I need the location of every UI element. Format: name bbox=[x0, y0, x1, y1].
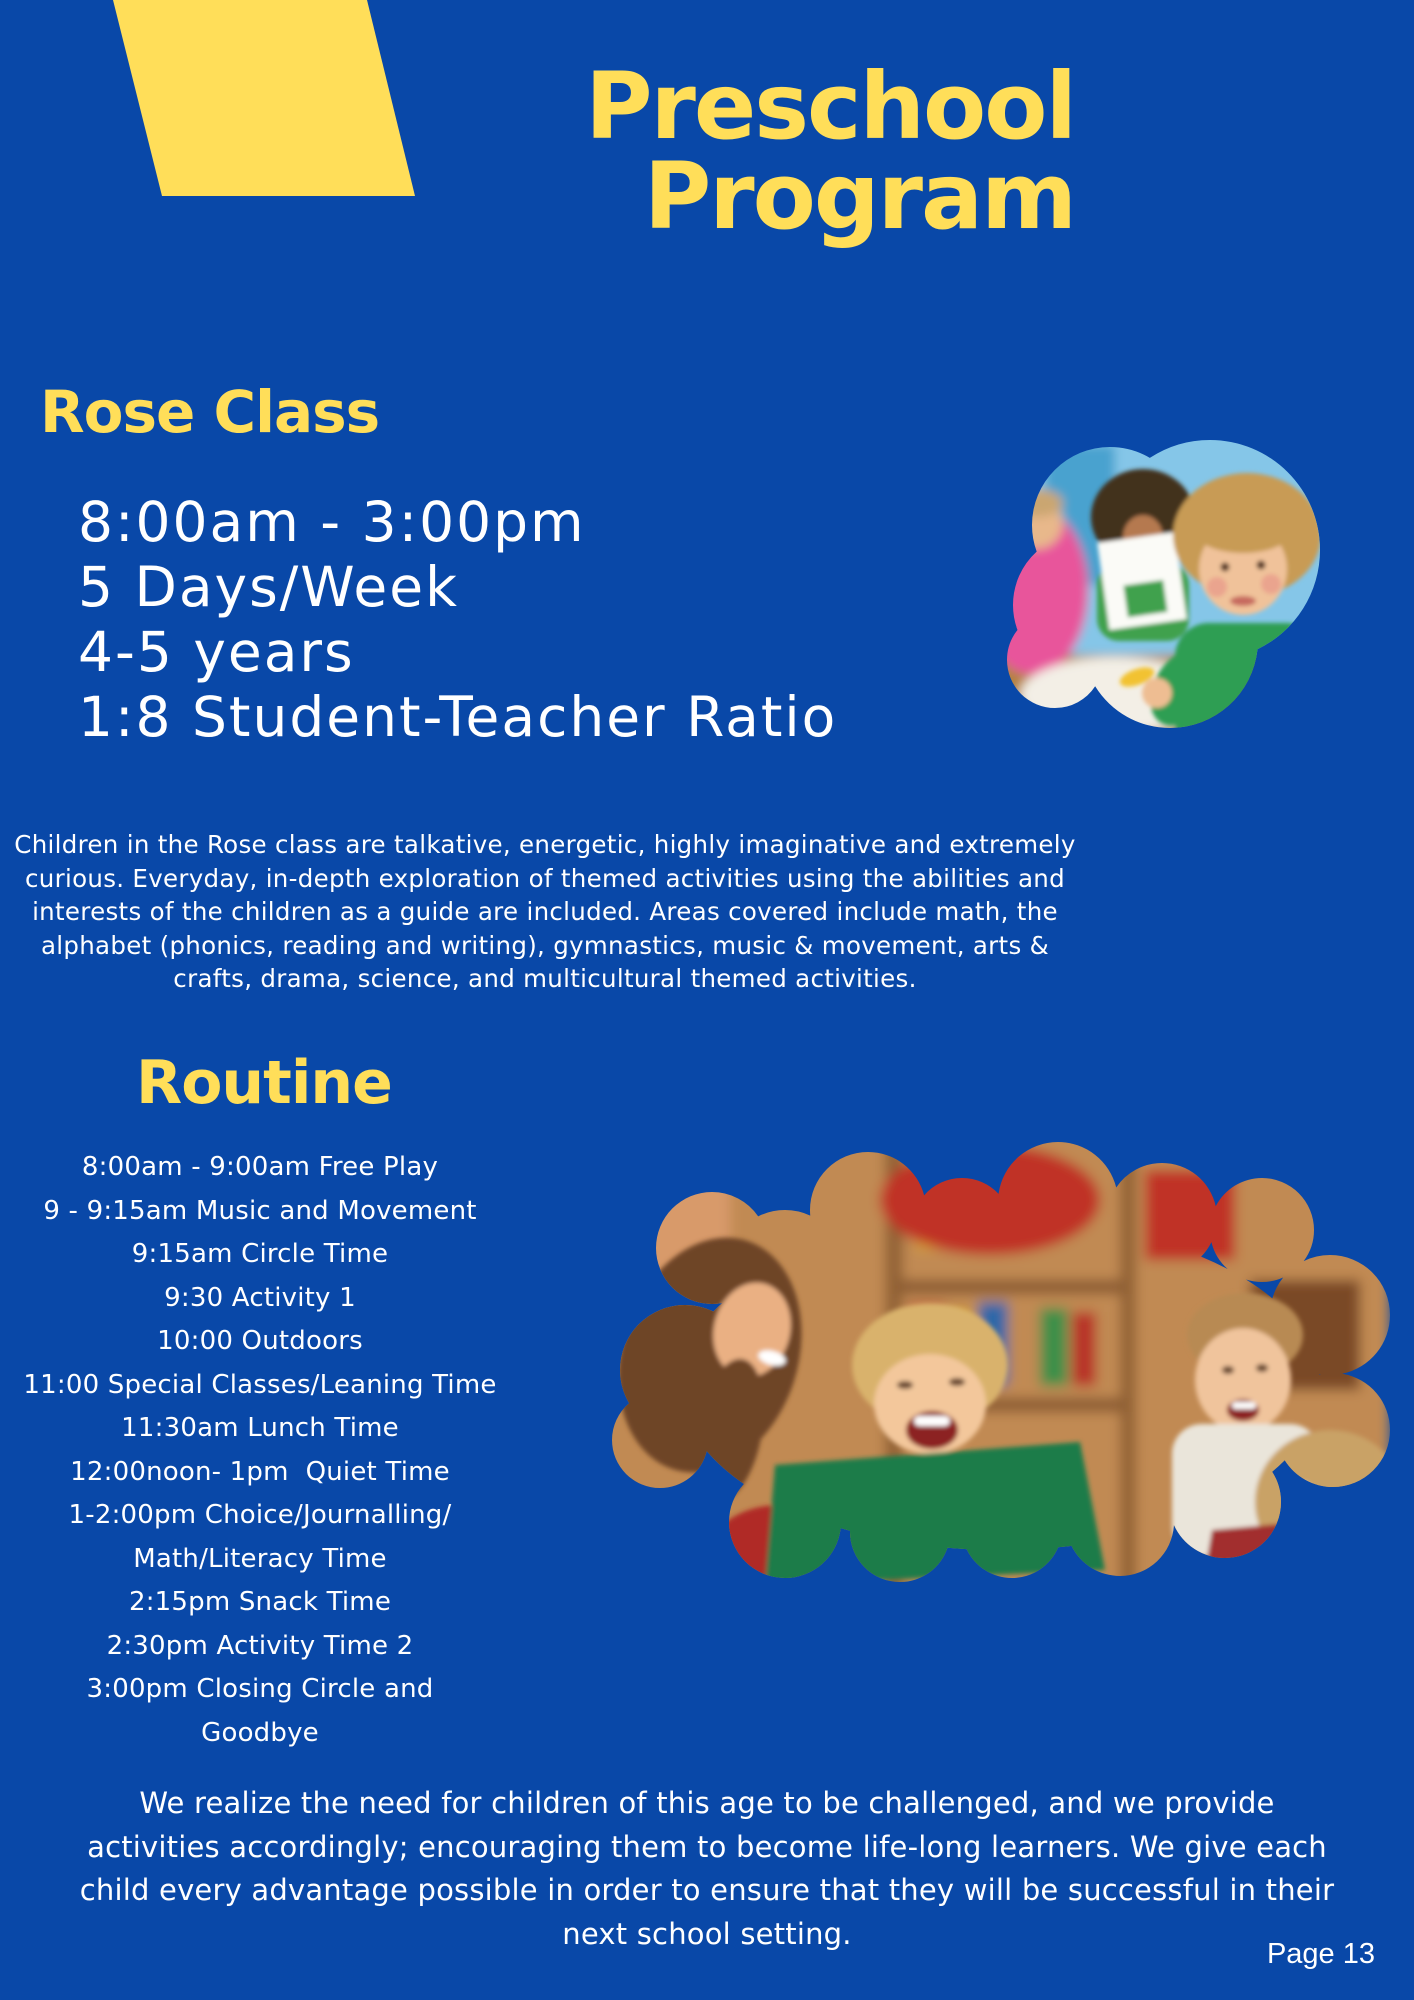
teacher-reading-with-children-photo bbox=[600, 1130, 1390, 1600]
rose-class-heading: Rose Class bbox=[40, 378, 380, 446]
page-title-line2: Program bbox=[643, 143, 1075, 250]
yellow-parallelogram-decoration bbox=[0, 0, 430, 196]
schedule-line: 2:30pm Activity Time 2 bbox=[106, 1630, 414, 1661]
schedule-line: 9:30 Activity 1 bbox=[164, 1282, 356, 1313]
schedule-line: 2:15pm Snack Time bbox=[128, 1587, 392, 1617]
schedule-line: 1-2:00pm Choice/Journalling/ bbox=[68, 1500, 452, 1530]
routine-schedule-list bbox=[0, 1146, 520, 1755]
schedule-line: 11:30am Lunch Time bbox=[121, 1413, 399, 1443]
detail-hours: 8:00am - 3:00pm bbox=[78, 490, 586, 554]
schedule-line: Goodbye bbox=[201, 1717, 319, 1748]
schedule-line: 10:00 Outdoors bbox=[157, 1326, 363, 1356]
page-title bbox=[585, 53, 1075, 250]
detail-ratio: 1:8 Student-Teacher Ratio bbox=[78, 685, 838, 749]
routine-heading: Routine bbox=[136, 1048, 392, 1118]
schedule-line: 9:15am Circle Time bbox=[131, 1239, 389, 1269]
children-doing-crafts-photo bbox=[985, 425, 1335, 750]
rose-class-description: Children in the Rose class are talkative, energetic, highly imaginative and extremely curious. Everyday, in-depth exploration of themed activities using the abilities and interests of the children as a guide are included. Areas covered include math, the alphabet (phonics, reading and writing), gymnastics, music & movement, arts & crafts, drama, science, and multicultural themed activities. bbox=[14, 830, 1076, 993]
schedule-line: Math/Literacy Time bbox=[133, 1543, 387, 1574]
detail-ages: 4-5 years bbox=[78, 620, 355, 684]
schedule-line: 8:00am - 9:00am Free Play bbox=[81, 1152, 439, 1182]
closing-paragraph: We realize the need for children of this age to be challenged, and we provide activities accordingly; encouraging them to become life-long learners. We give each child every advantage possible in order to ensure that they will be successful in their next school setting. bbox=[79, 1786, 1335, 1951]
rose-class-details bbox=[78, 490, 837, 750]
schedule-line: 12:00noon- 1pm Quiet Time bbox=[70, 1456, 450, 1487]
routine-photo bbox=[600, 1130, 1390, 1600]
schedule-line: 11:00 Special Classes/Leaning Time bbox=[23, 1369, 497, 1400]
schedule-line: 3:00pm Closing Circle and bbox=[86, 1674, 434, 1704]
page-title-line1: Preschool bbox=[585, 53, 1075, 160]
schedule-line: 9 - 9:15am Music and Movement bbox=[43, 1195, 477, 1226]
detail-days: 5 Days/Week bbox=[78, 555, 459, 619]
page-number: Page 13 bbox=[1266, 1938, 1375, 1970]
rose-class-photo bbox=[985, 425, 1335, 750]
